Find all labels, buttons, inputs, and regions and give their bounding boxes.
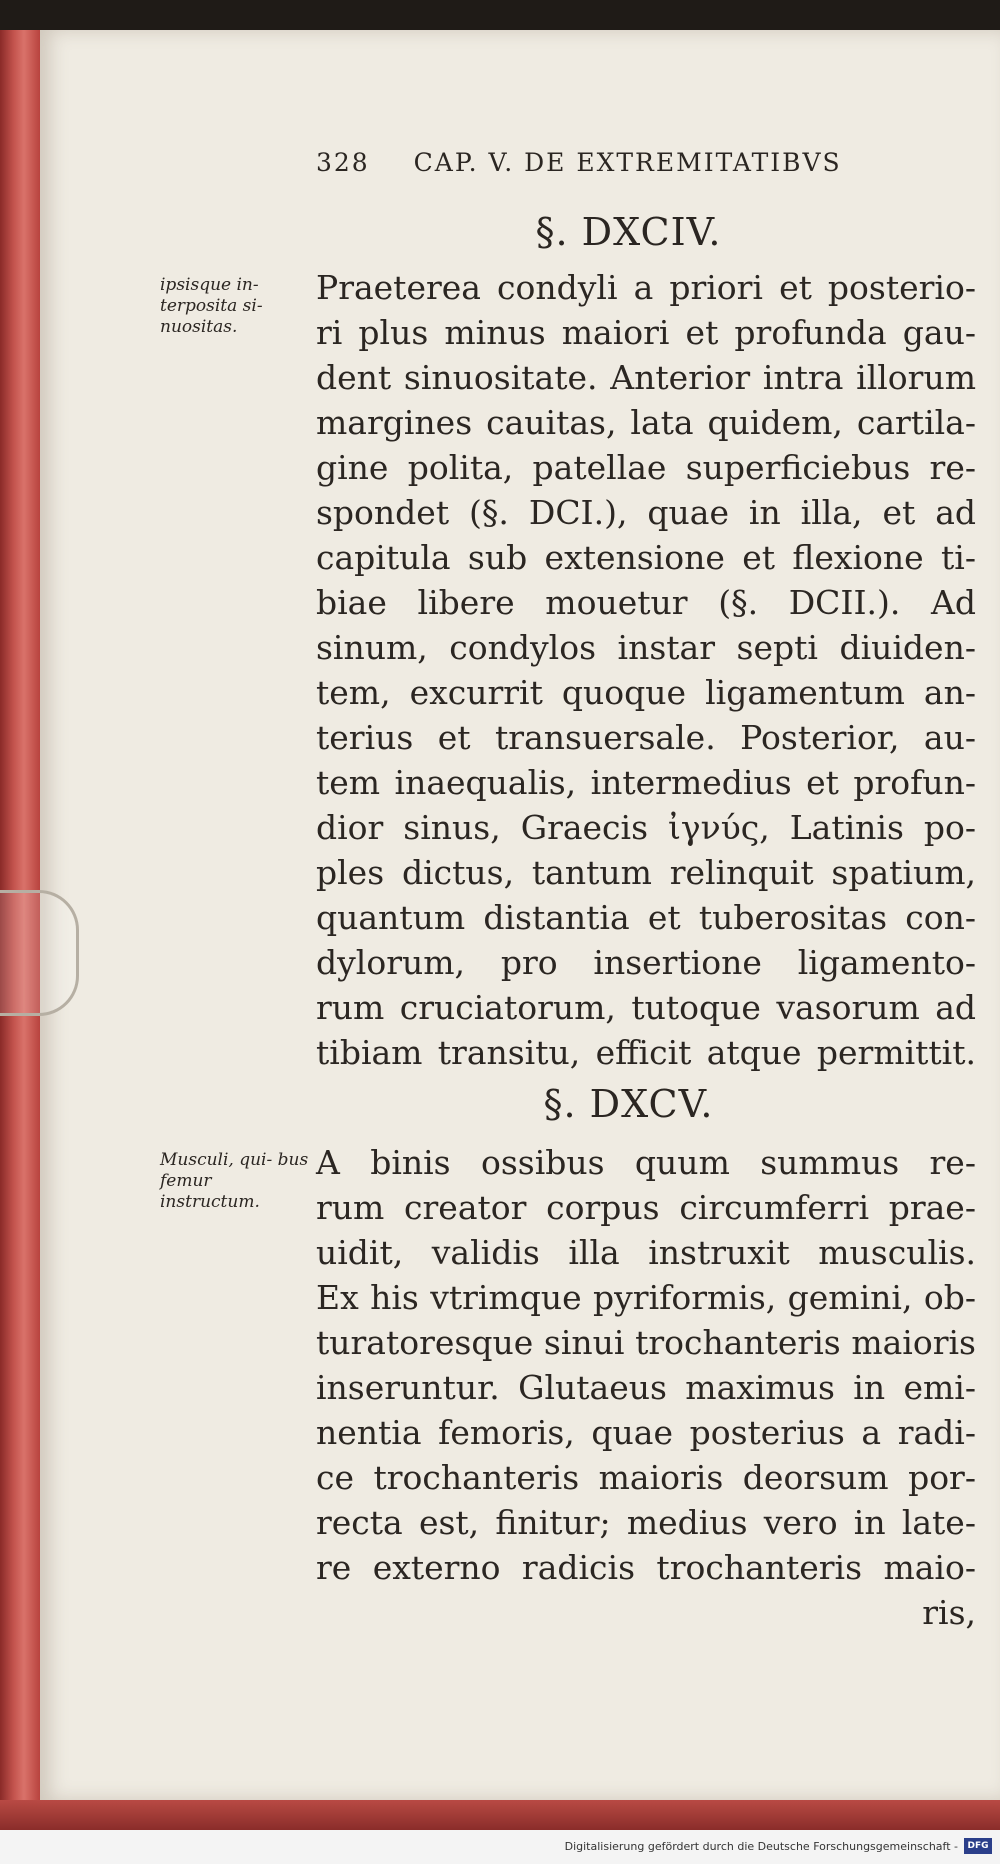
- catchword: ris,: [922, 1593, 976, 1632]
- text-line: Praeterea condyli a priori et posterio-: [316, 268, 976, 307]
- page-number: 328: [316, 148, 370, 177]
- text-line: quantum distantia et tuberositas con-: [316, 898, 976, 937]
- text-line: Ex his vtrimque pyriformis, gemini, ob-: [316, 1278, 976, 1317]
- text-line: terius et transuersale. Posterior, au-: [316, 718, 976, 757]
- text-line: rum cruciatorum, tutoque vasorum ad: [316, 988, 976, 1027]
- running-head: [316, 148, 842, 177]
- text-line: ples dictus, tantum relinquit spatium,: [316, 853, 976, 892]
- text-line: spondet (§. DCI.), quae in illa, et ad: [316, 493, 976, 532]
- text-line: sinum, condylos instar septi diuiden-: [316, 628, 976, 667]
- section-body: [316, 265, 976, 1075]
- text-line: dior sinus, Graecis ἰγνύς, Latinis po-: [316, 808, 976, 847]
- section-heading: §. DXCIV.: [535, 210, 722, 254]
- text-line: rum creator corpus circumferri prae-: [316, 1188, 976, 1227]
- text-line: dent sinuositate. Anterior intra illorum: [316, 358, 976, 397]
- text-line: capitula sub extensione et flexione ti-: [316, 538, 976, 577]
- footer-bar: [0, 1830, 1000, 1864]
- page-clip: [0, 890, 79, 1016]
- text-line: recta est, finitur; medius vero in late-: [316, 1503, 976, 1542]
- text-line: inseruntur. Glutaeus maximus in emi-: [316, 1368, 976, 1407]
- text-line: ce trochanteris maioris deorsum por-: [316, 1458, 976, 1497]
- text-line: re externo radicis trochanteris maio-: [316, 1548, 976, 1587]
- section-heading: §. DXCV.: [543, 1082, 714, 1126]
- text-line: biae libere mouetur (§. DCII.). Ad: [316, 583, 976, 622]
- text-line: turatoresque sinui trochanteris maioris: [316, 1323, 976, 1362]
- text-line: gine polita, patellae superficiebus re-: [316, 448, 976, 487]
- text-line: ri plus minus maiori et profunda gau-: [316, 313, 976, 352]
- section-body: [316, 1140, 976, 1635]
- text-line: A binis ossibus quum summus re-: [316, 1143, 976, 1182]
- book-bottom-edge: [0, 1800, 1000, 1830]
- text-line: margines cauitas, lata quidem, cartila-: [316, 403, 976, 442]
- scan-border-top: [0, 0, 1000, 30]
- marginal-note: Musculi, qui- bus femur instructum.: [160, 1150, 309, 1212]
- text-line: tem inaequalis, intermedius et profun-: [316, 763, 976, 802]
- text-line: uidit, validis illa instruxit musculis.: [316, 1233, 976, 1272]
- running-title: CAP. V. DE EXTREMITATIBVS: [413, 148, 842, 177]
- text-line: nentia femoris, quae posterius a radi-: [316, 1413, 976, 1452]
- marginal-note: ipsisque in- terposita si- nuositas.: [160, 275, 263, 337]
- text-line: dylorum, pro insertione ligamento-: [316, 943, 976, 982]
- dfg-logo: DFG: [964, 1838, 992, 1854]
- text-line: tem, excurrit quoque ligamentum an-: [316, 673, 976, 712]
- text-line: tibiam transitu, efficit atque permittit.: [316, 1033, 976, 1072]
- footer-credit: Digitalisierung gefördert durch die Deutsche Forschungsgemeinschaft -: [564, 1840, 958, 1853]
